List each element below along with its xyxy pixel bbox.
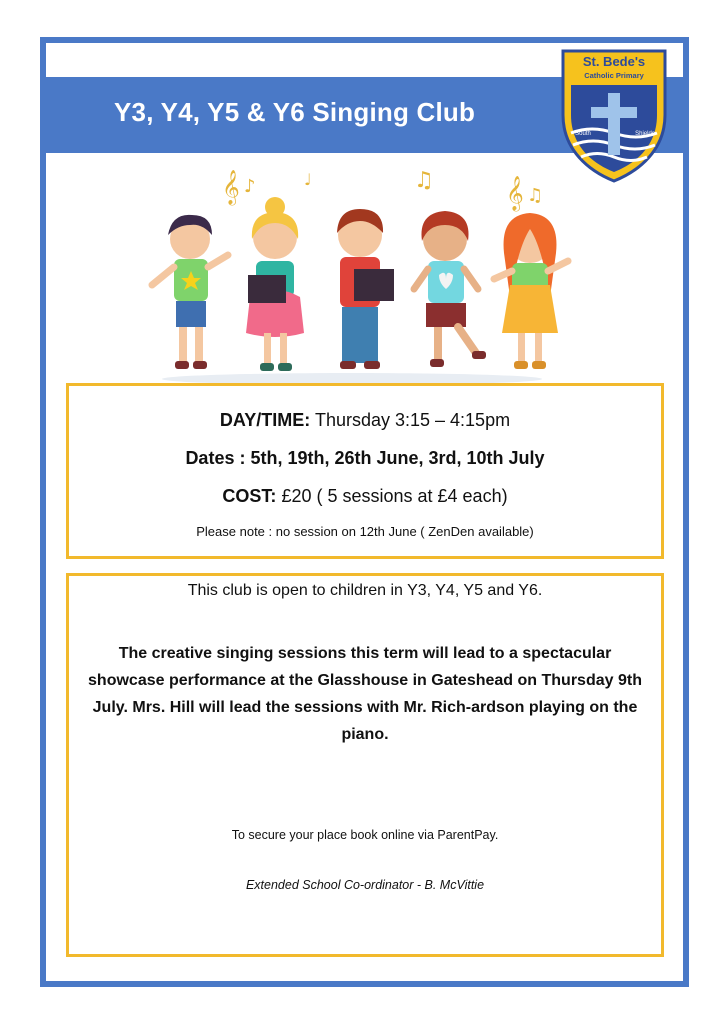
svg-text:♪: ♪ (244, 176, 256, 197)
cost-value: £20 ( 5 sessions at £4 each) (281, 486, 508, 506)
child-2 (246, 197, 304, 371)
day-time-label: DAY/TIME: (219, 410, 311, 430)
crest-text-right: Shields (635, 131, 655, 137)
child-3 (337, 209, 394, 369)
crest-text-top: St. Bede's (582, 54, 646, 69)
description-text: The creative singing sessions this term will lead to a spectacular showcase performance at the Glasshouse in Gateshead on Thursday 9th July. Mrs. Hill will lead the sessions with Mr. Rich-ardson playing on the piano. (88, 645, 642, 743)
svg-text:𝄞: 𝄞 (506, 176, 524, 211)
booking-text: To secure your place book online via ParentPay. (231, 828, 499, 842)
svg-text:♫: ♫ (414, 168, 434, 193)
day-time-line (69, 410, 661, 431)
dates-line: Dates : 5th, 19th, 26th June, 3rd, 10th July (185, 448, 545, 468)
page-title: Y3, Y4, Y5 & Y6 Singing Club (114, 97, 476, 127)
crest-text-left: South (575, 131, 591, 137)
svg-text:♫: ♫ (527, 185, 544, 206)
crest-text-sub: Catholic Primary (584, 71, 644, 80)
svg-text:♩: ♩ (304, 170, 312, 189)
child-1 (152, 215, 228, 369)
poster-frame (40, 37, 689, 987)
cost-line (69, 486, 661, 507)
child-4 (414, 211, 486, 367)
details-box (66, 383, 664, 559)
coordinator-text: Extended School Co-ordinator - B. McVittie (245, 878, 485, 892)
cost-label: COST: (222, 486, 277, 506)
singing-children-illustration (132, 157, 572, 389)
day-time-value: Thursday 3:15 – 4:15pm (314, 410, 511, 430)
child-5 (494, 213, 568, 369)
info-box (66, 573, 664, 957)
svg-text:𝄞: 𝄞 (222, 170, 240, 205)
school-crest-logo (559, 45, 669, 185)
session-note: Please note : no session on 12th June ( ZenDen available) (196, 524, 534, 539)
open-to-text: This club is open to children in Y3, Y4, Y5 and Y6. (187, 582, 543, 599)
